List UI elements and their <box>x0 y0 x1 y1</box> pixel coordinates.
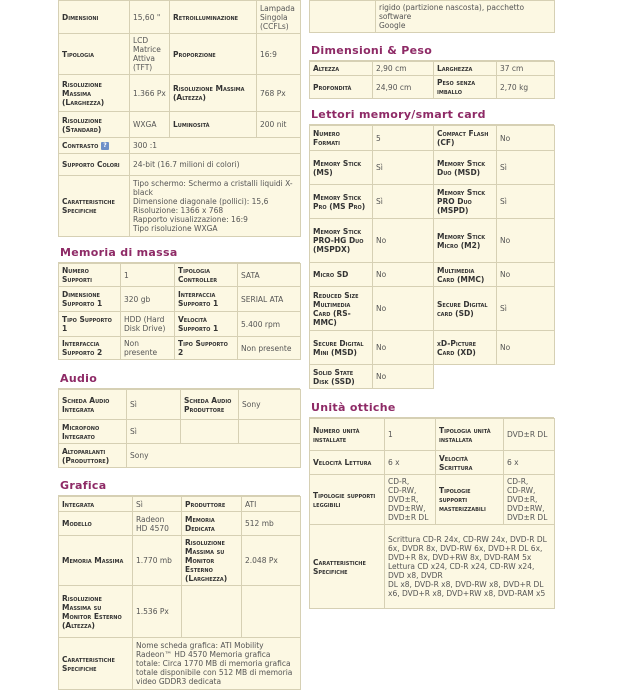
larghezza-label: Larghezza <box>434 62 497 76</box>
xd-picture-card-label: xD-Picture Card (XD) <box>434 331 497 365</box>
microfono-label: Microfono Integrato <box>59 420 127 444</box>
multimedia-card-value: No <box>497 263 555 287</box>
caratteristiche-display-label: Caratteristiche Specifiche <box>59 176 130 237</box>
risoluzione-altezza-label: Risoluzione Massima (Altezza) <box>170 75 257 112</box>
memoria-massima-label: Memoria Massima <box>59 536 133 586</box>
tipologia-unita-value: DVD±R DL <box>504 419 555 451</box>
proporzione-value: 16:9 <box>257 34 301 75</box>
software-table <box>309 0 555 33</box>
modello-label: Modello <box>59 512 133 536</box>
integrata-label: Integrata <box>59 497 133 512</box>
velocita-lettura-value: 6 x <box>385 451 436 475</box>
scheda-audio-produttore-value: Sony <box>239 390 301 420</box>
interfaccia-supporto-2-label: Interfaccia Supporto 2 <box>59 337 121 360</box>
interfaccia-supporto-1-label: Interfaccia Supporto 1 <box>175 287 238 312</box>
multimedia-card-label: Multimedia Card (MMC) <box>434 263 497 287</box>
scheda-audio-produttore-label: Scheda Audio Produttore <box>181 390 239 420</box>
velocita-lettura-label: Velocità Lettura <box>310 451 385 475</box>
numero-unita-value: 1 <box>385 419 436 451</box>
risoluzione-larghezza-label: Risoluzione Massima (Larghezza) <box>59 75 130 112</box>
altezza-value: 2,90 cm <box>373 62 434 76</box>
risoluzione-monitor-altezza-value: 1.536 Px <box>133 586 182 638</box>
memory-stick-pro-duo-label: Memory Stick PRO Duo (MSPD) <box>434 185 497 219</box>
memory-stick-pro-hg-value: No <box>373 219 434 263</box>
rs-mmc-label: Reduced Size Multimedia Card (RS-MMC) <box>310 287 373 331</box>
velocita-supporto-1-value: 5.400 rpm <box>238 312 301 337</box>
tipologia-controller-value: SATA <box>238 264 301 287</box>
tipo-supporto-1-label: Tipo Supporto 1 <box>59 312 121 337</box>
empty-cell <box>239 420 301 444</box>
ottiche-table <box>309 418 555 609</box>
rs-mmc-value: No <box>373 287 434 331</box>
altoparlanti-label: Altoparlanti (Produttore) <box>59 444 127 468</box>
tipologia-value: LCD Matrice Attiva (TFT) <box>130 34 170 75</box>
supporto-colori-value: 24-bit (16.7 milioni di colori) <box>130 154 301 176</box>
profondita-value: 24,90 cm <box>373 76 434 99</box>
scheda-audio-label: Scheda Audio Integrata <box>59 390 127 420</box>
tipo-supporto-2-value: Non presente <box>238 337 301 360</box>
velocita-supporto-1-label: Velocità Supporto 1 <box>175 312 238 337</box>
larghezza-value: 37 cm <box>497 62 555 76</box>
tipo-supporto-1-value: HDD (Hard Disk Drive) <box>121 312 175 337</box>
memory-stick-micro-label: Memory Stick Micro (M2) <box>434 219 497 263</box>
memory-stick-value: Sì <box>373 151 434 185</box>
dimensioni-value: 15,60 " <box>130 1 170 34</box>
risoluzione-altezza-value: 768 Px <box>257 75 301 112</box>
secure-digital-value: Sì <box>497 287 555 331</box>
scheda-audio-value: Sì <box>127 390 181 420</box>
integrata-value: Sì <box>133 497 182 512</box>
tipologia-unita-label: Tipologia unità installata <box>436 419 504 451</box>
produttore-label: Produttore <box>182 497 242 512</box>
memory-stick-micro-value: No <box>497 219 555 263</box>
tipologia-label: Tipologia <box>59 34 130 75</box>
altoparlanti-value: Sony <box>127 444 301 468</box>
contrasto-text: Contrasto <box>62 141 99 150</box>
produttore-value: ATI <box>242 497 301 512</box>
modello-value: Radeon HD 4570 <box>133 512 182 536</box>
tipo-supporto-2-label: Tipo Supporto 2 <box>175 337 238 360</box>
luminosita-label: Luminosità <box>170 112 257 138</box>
memoria-title: Memoria di massa <box>58 246 300 263</box>
dimensioni-peso-title: Dimensioni & Peso <box>309 44 554 61</box>
memory-stick-pro-hg-label: Memory Stick PRO-HG Duo (MSPDX) <box>310 219 373 263</box>
retroilluminazione-label: Retroilluminazione <box>170 1 257 34</box>
grafica-table <box>58 496 301 690</box>
xd-picture-card-value: No <box>497 331 555 365</box>
memory-stick-pro-value: Sì <box>373 185 434 219</box>
contrasto-label <box>59 138 130 154</box>
caratteristiche-display-value: Tipo schermo: Schermo a cristalli liquidi X-black Dimensione diagonale (pollici): 15,6 Risoluzione: 1366 x 768 Rapporto visualizzazione: 16:9 Tipo risoluzione WXGA <box>130 176 301 237</box>
numero-supporti-label: Numero Supporti <box>59 264 121 287</box>
lettori-title: Lettori memory/smart card <box>309 108 554 125</box>
peso-label: Peso senza imballo <box>434 76 497 99</box>
display-table <box>58 0 301 237</box>
empty-cell <box>434 365 497 389</box>
dimensioni-peso-table <box>309 61 555 99</box>
lettori-table <box>309 125 555 389</box>
supporti-masterizzabili-label: Tipologie supporti masterizzabili <box>436 475 504 525</box>
empty-cell <box>497 365 555 389</box>
proporzione-label: Proporzione <box>170 34 257 75</box>
memoria-massima-value: 1.770 mb <box>133 536 182 586</box>
audio-title: Audio <box>58 372 300 389</box>
supporti-masterizzabili-value: CD-R, CD-RW, DVD±R, DVD±RW, DVD±R DL <box>504 475 555 525</box>
grafica-title: Grafica <box>58 479 300 496</box>
solid-state-disk-value: No <box>373 365 434 389</box>
velocita-scrittura-value: 6 x <box>504 451 555 475</box>
risoluzione-standard-label: Risoluzione (Standard) <box>59 112 130 138</box>
memory-stick-duo-value: Sì <box>497 151 555 185</box>
risoluzione-larghezza-value: 1.366 Px <box>130 75 170 112</box>
caratteristiche-grafica-value: Nome scheda grafica: ATI Mobility Radeon™ HD 4570 Memoria grafica totale: Circa 1770 MB di memoria grafica totale disponibile con 512 MB di memoria video GDDR3 dedicata <box>133 638 301 690</box>
velocita-scrittura-label: Velocità Scrittura <box>436 451 504 475</box>
risoluzione-monitor-larghezza-value: 2.048 Px <box>242 536 301 586</box>
caratteristiche-ottiche-label: Caratteristiche Specifiche <box>310 525 385 609</box>
contrasto-value: 300 :1 <box>130 138 301 154</box>
empty-cell <box>182 586 242 638</box>
software-value: rigido (partizione nascosta), pacchetto software Google <box>376 1 555 33</box>
empty-cell <box>242 586 301 638</box>
ottiche-title: Unità ottiche <box>309 401 554 418</box>
secure-digital-label: Secure Digital card (SD) <box>434 287 497 331</box>
caratteristiche-grafica-label: Caratteristiche Specifiche <box>59 638 133 690</box>
interfaccia-supporto-1-value: SERIAL ATA <box>238 287 301 312</box>
risoluzione-monitor-larghezza-label: Risoluzione Massima su Monitor Esterno (Larghezza) <box>182 536 242 586</box>
numero-formati-value: 5 <box>373 126 434 151</box>
profondita-label: Profondità <box>310 76 373 99</box>
compact-flash-label: Compact Flash (CF) <box>434 126 497 151</box>
empty-cell <box>181 420 239 444</box>
altezza-label: Altezza <box>310 62 373 76</box>
memory-stick-pro-label: Memory Stick Pro (MS Pro) <box>310 185 373 219</box>
micro-sd-label: Micro SD <box>310 263 373 287</box>
dimensione-supporto-label: Dimensione Supporto 1 <box>59 287 121 312</box>
secure-digital-mini-label: Secure Digital Mini (MSD) <box>310 331 373 365</box>
supporto-colori-label: Supporto Colori <box>59 154 130 176</box>
interfaccia-supporto-2-value: Non presente <box>121 337 175 360</box>
left-column <box>58 0 300 690</box>
micro-sd-value: No <box>373 263 434 287</box>
tipologia-controller-label: Tipologia Controller <box>175 264 238 287</box>
memory-stick-label: Memory Stick (MS) <box>310 151 373 185</box>
memory-stick-duo-label: Memory Stick Duo (MSD) <box>434 151 497 185</box>
memoria-dedicata-label: Memoria Dedicata <box>182 512 242 536</box>
dimensioni-label: Dimensioni <box>59 1 130 34</box>
retroilluminazione-value: Lampada Singola (CCFLs) <box>257 1 301 34</box>
numero-supporti-value: 1 <box>121 264 175 287</box>
memory-stick-pro-duo-value: Sì <box>497 185 555 219</box>
peso-value: 2,70 kg <box>497 76 555 99</box>
supporti-leggibili-value: CD-R, CD-RW, DVD±R, DVD±RW, DVD±R DL <box>385 475 436 525</box>
supporti-leggibili-label: Tipologie supporti leggibili <box>310 475 385 525</box>
luminosita-value: 200 nit <box>257 112 301 138</box>
help-icon[interactable]: ? <box>101 142 109 150</box>
dimensione-supporto-value: 320 gb <box>121 287 175 312</box>
empty-cell <box>310 1 376 33</box>
numero-formati-label: Numero Formati <box>310 126 373 151</box>
right-column <box>309 0 554 609</box>
caratteristiche-ottiche-value: Scrittura CD-R 24x, CD-RW 24x, DVD-R DL 6x, DVDR 8x, DVD-RW 6x, DVD+R DL 6x, DVD+R 8x, DVD+RW 8x, DVD-RAM 5x Lettura CD x24, CD-R x24, CD-RW x24, DVD x8, DVDR DL x8, DVD-R x8, DVD-RW x8, DVD+R DL x6, DVD+R x8, DVD+RW x8, DVD-RAM x5 <box>385 525 555 609</box>
risoluzione-standard-value: WXGA <box>130 112 170 138</box>
memoria-table <box>58 263 301 360</box>
microfono-value: Sì <box>127 420 181 444</box>
audio-table <box>58 389 301 468</box>
risoluzione-monitor-altezza-label: Risoluzione Massima su Monitor Esterno (Altezza) <box>59 586 133 638</box>
solid-state-disk-label: Solid State Disk (SSD) <box>310 365 373 389</box>
memoria-dedicata-value: 512 mb <box>242 512 301 536</box>
compact-flash-value: No <box>497 126 555 151</box>
numero-unita-label: Numero unità installate <box>310 419 385 451</box>
secure-digital-mini-value: No <box>373 331 434 365</box>
